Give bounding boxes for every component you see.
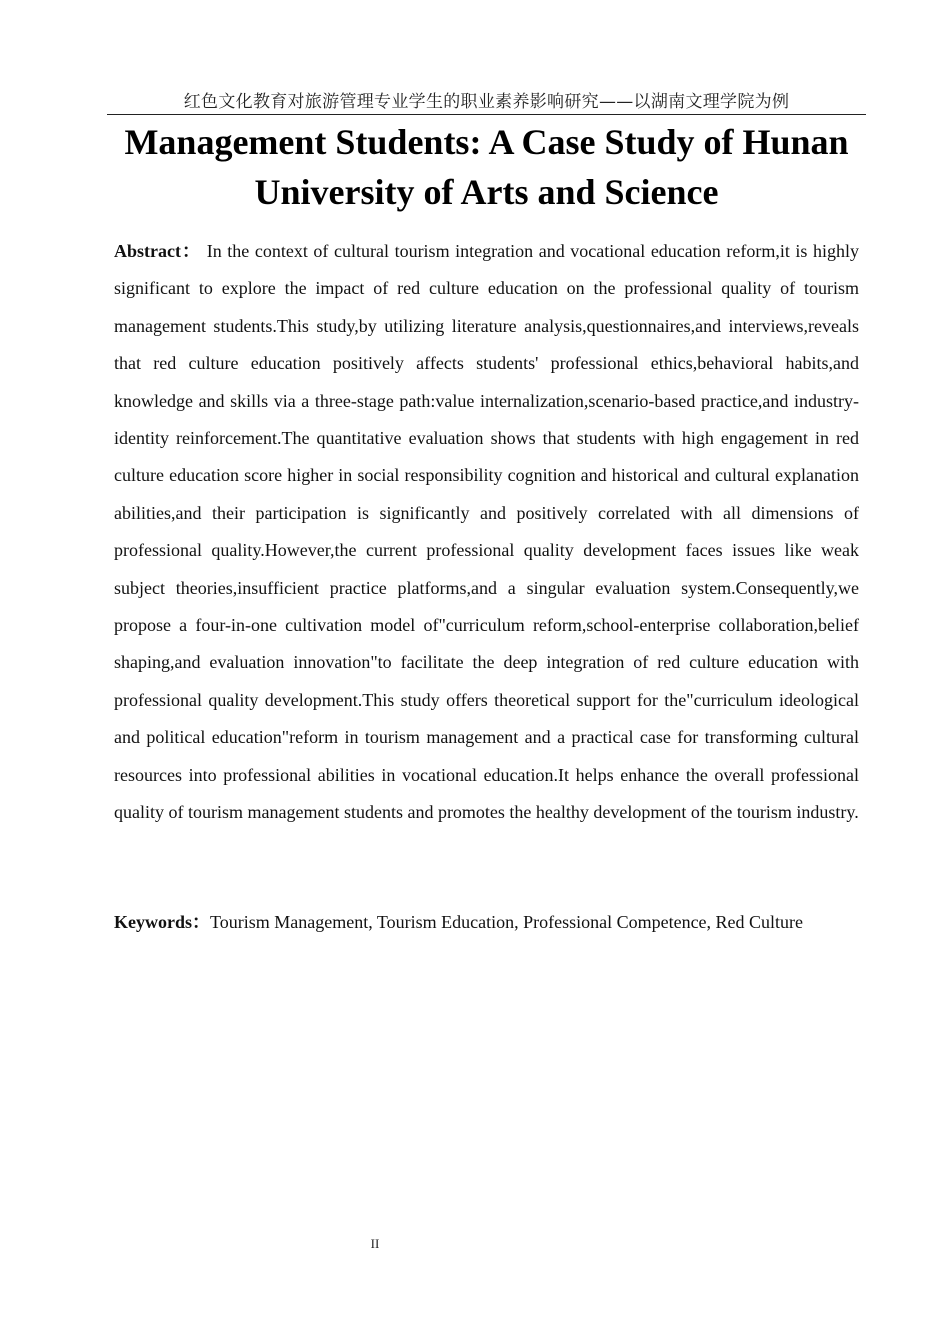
running-header: 红色文化教育对旅游管理专业学生的职业素养影响研究——以湖南文理学院为例 [107, 90, 866, 115]
keywords-text: Tourism Management, Tourism Education, Professional Competence, Red Culture [210, 912, 804, 932]
paper-title-line-2: University of Arts and Science [254, 172, 719, 212]
abstract-label: Abstract： [114, 241, 202, 261]
keywords-line [114, 904, 874, 941]
page-number: II [370, 1236, 380, 1251]
keywords-label: Keywords： [114, 912, 210, 932]
abstract-text: In the context of cultural tourism integration and vocational education reform,it is highly significant to explore the impact of red culture education on the professional quality of tourism management students.This study,by utilizing literature analysis,questionnaires,and interviews,reveals that red culture education positively affects students' professional ethics,behavioral habits,and knowledge and skills via a three-stage path:value internalization,scenario-based practice,and industry-identity reinforcement.The quantitative evaluation shows that students with high engagement in red culture education score higher in social responsibility cognition and historical and cultural explanation abilities,and their participation is significantly and positively correlated with all dimensions of professional quality.However,the current professional quality development faces issues like weak subject theories,insufficient practice platforms,and a singular evaluation system.Consequently,we propose a four-in-one cultivation model of"curriculum reform,school-enterprise collaboration,belief shaping,and evaluation innovation"to facilitate the deep integration of red culture education with professional quality development.This study offers theoretical support for the"curriculum ideological and political education"reform in tourism management and a practical case for transforming cultural resources into professional abilities in vocational education.It helps enhance the overall professional quality of tourism management students and promotes the healthy development of the tourism industry. [114, 241, 860, 823]
abstract-paragraph [114, 233, 859, 832]
paper-title-line-1: Management Students: A Case Study of Hunan [124, 122, 849, 162]
paper-title [107, 117, 866, 217]
